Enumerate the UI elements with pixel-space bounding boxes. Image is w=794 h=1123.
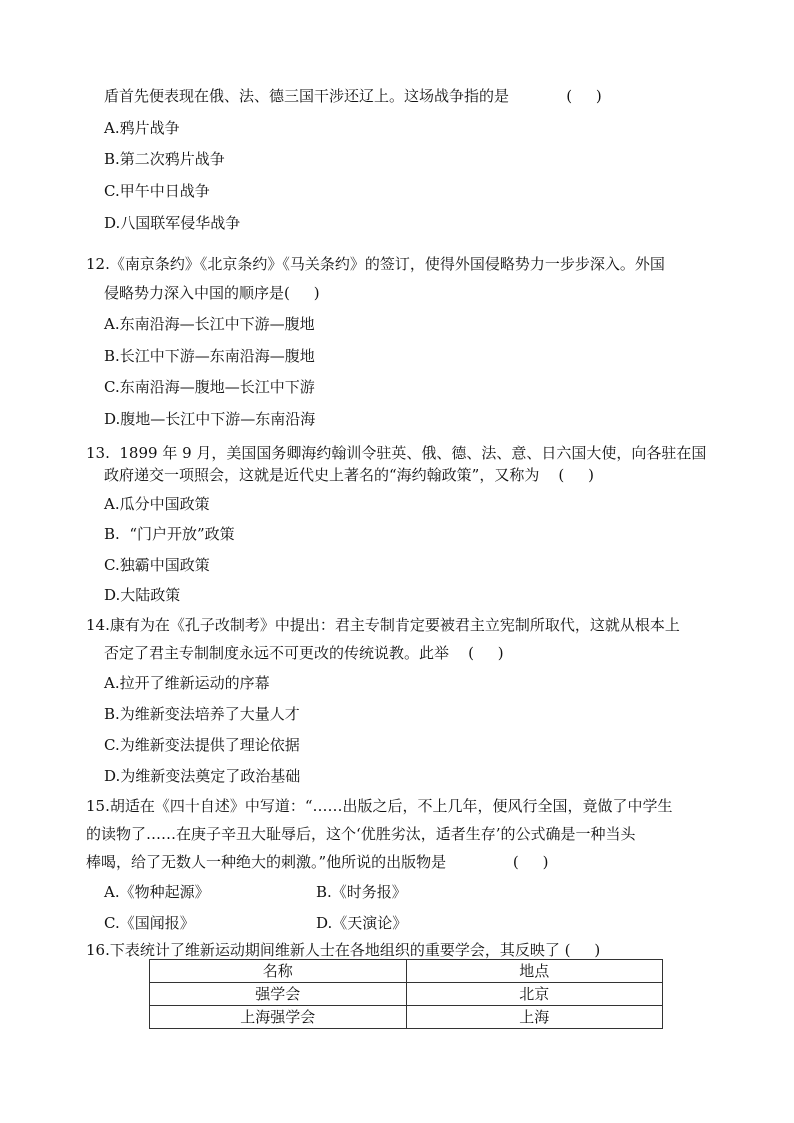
q13-option-b: B. “门户开放”政策	[104, 525, 235, 543]
q16-stem: 16.下表统计了维新运动期间维新人士在各地组织的重要学会，其反映了 ( )	[86, 941, 601, 959]
table-cell-location: 上海	[406, 1006, 663, 1029]
table-header-row	[150, 960, 663, 983]
table-cell-name: 上海强学会	[150, 1006, 407, 1029]
q13-option-c: C.独霸中国政策	[104, 556, 210, 574]
q11-option-c: C.甲午中日战争	[104, 182, 210, 200]
q13-option-d: D.大陆政策	[104, 586, 181, 604]
q12-stem-line-1: 12.《南京条约》《北京条约》《马关条约》的签订，使得外国侵略势力一步步深入。外国	[86, 255, 665, 273]
q15-option-a: A.《物种起源》	[104, 883, 210, 901]
q15-option-d: D.《天演论》	[316, 914, 408, 932]
table-row	[150, 1006, 663, 1029]
q11-option-b: B.第二次鸦片战争	[104, 150, 225, 168]
q12-option-c: C.东南沿海—腹地—长江中下游	[104, 378, 315, 396]
q16-table	[149, 959, 663, 1029]
q14-option-b: B.为维新变法培养了大量人才	[104, 705, 300, 723]
q14-option-d: D.为维新变法奠定了政治基础	[104, 767, 301, 785]
q15-stem-line-2: 的读物了……在庚子辛丑大耻辱后，这个‘优胜劣汰，适者生存’的公式确是一种当头	[86, 825, 636, 843]
q14-option-c: C.为维新变法提供了理论依据	[104, 736, 300, 754]
q13-stem-line-1: 13. 1899 年 9 月，美国国务卿海约翰训令驻英、俄、德、法、意、日六国大使，向各驻在国	[86, 444, 707, 462]
q14-option-a: A.拉开了维新运动的序幕	[104, 674, 270, 692]
q12-stem-line-2: 侵略势力深入中国的顺序是( )	[104, 284, 320, 302]
table-header-name: 名称	[150, 960, 407, 983]
q14-stem-line-2: 否定了君主专制制度永远不可更改的传统说教。此举 ( )	[104, 644, 504, 662]
q13-stem-line-2: 政府递交一项照会，这就是近代史上著名的“海约翰政策”，又称为 ( )	[104, 466, 594, 484]
table-header-location: 地点	[406, 960, 663, 983]
q12-option-d: D.腹地—长江中下游—东南沿海	[104, 410, 316, 428]
q15-option-c: C.《国闻报》	[104, 914, 195, 932]
table-cell-name: 强学会	[150, 983, 407, 1006]
table-row	[150, 983, 663, 1006]
q12-option-b: B.长江中下游—东南沿海—腹地	[104, 347, 315, 365]
q12-option-a: A.东南沿海—长江中下游—腹地	[104, 315, 315, 333]
q13-option-a: A.瓜分中国政策	[104, 495, 210, 513]
q14-stem-line-1: 14.康有为在《孔子改制考》中提出：君主专制肯定要被君主立宪制所取代，这就从根本上	[86, 616, 680, 634]
q15-stem-line-3: 棒喝，给了无数人一种绝大的刺激。”他所说的出版物是 ( )	[86, 853, 549, 871]
q15-option-b: B.《时务报》	[316, 883, 407, 901]
q11-stem: 盾首先便表现在俄、法、德三国干涉还辽上。这场战争指的是 ( )	[104, 87, 602, 105]
q11-option-d: D.八国联军侵华战争	[104, 214, 241, 232]
table-cell-location: 北京	[406, 983, 663, 1006]
q11-option-a: A.鸦片战争	[104, 119, 180, 137]
q15-stem-line-1: 15.胡适在《四十自述》中写道：“……出版之后，不上几年，便风行全国，竟做了中学生	[86, 797, 673, 815]
